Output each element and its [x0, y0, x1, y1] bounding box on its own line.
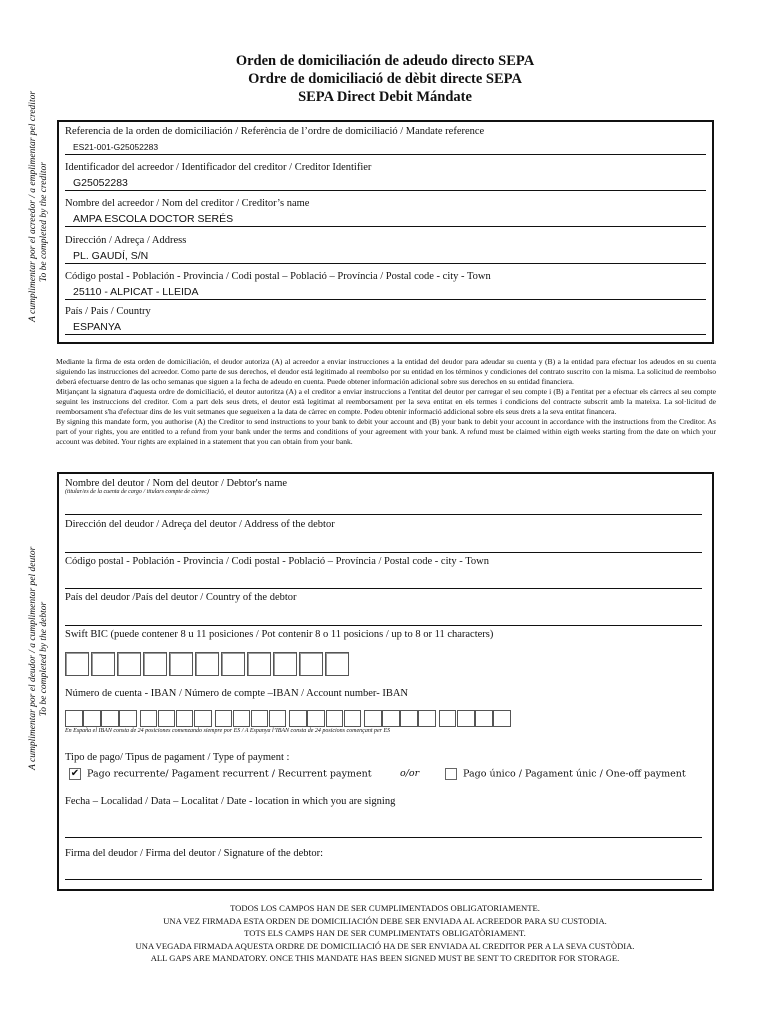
iban-boxes [65, 710, 514, 727]
debtor-section [57, 472, 714, 891]
debtor-side-label [28, 548, 50, 770]
debtor-country-label: País del deudor /País del deutor / Country of the debtor [65, 592, 297, 603]
legal-text-es: Mediante la firma de esta orden de domiciliación, el deudor autoriza (A) al acreedor a enviar instrucciones a la entidad del deudor para adeudar su cuenta y (B) a la entidad para efectuar los adeudos en su cuenta siguiendo las instrucciones del acreedor. Como parte de sus derechos, el deudor está legitimado al reembolso por su entidad en los términos y condiciones del contrato suscrito con la misma. La solicitud de reembolso deberá efectuarse dentro de las ocho semanas que siguen a la fecha de adeudo en cuenta. Puede obtener información adicional sobre sus derechos en su entidad financiera. [56, 357, 716, 386]
bic-char-box[interactable] [143, 652, 167, 676]
iban-char-box[interactable] [158, 710, 176, 727]
creditor-identifier-label: Identificador del acreedor / Identificador del creditor / Creditor Identifier [65, 162, 372, 173]
date-location-input[interactable] [65, 837, 702, 838]
creditor-side-label [28, 90, 50, 322]
bic-char-box[interactable] [247, 652, 271, 676]
debtor-postal-input[interactable] [65, 588, 702, 589]
iban-char-box[interactable] [344, 710, 362, 727]
iban-char-box[interactable] [251, 710, 269, 727]
creditor-postal-label: Código postal - Población - Provincia / Codi postal – Població – Província / Postal code - city - Town [65, 271, 491, 282]
iban-char-box[interactable] [307, 710, 325, 727]
recurrent-payment-option[interactable] [69, 768, 372, 780]
iban-char-box[interactable] [439, 710, 457, 727]
mandate-reference-field [65, 126, 706, 155]
legal-text [56, 357, 716, 447]
bic-char-box[interactable] [221, 652, 245, 676]
iban-char-box[interactable] [382, 710, 400, 727]
iban-char-box[interactable] [418, 710, 436, 727]
creditor-address-label: Dirección / Adreça / Address [65, 235, 187, 246]
signature-label: Firma del deudor / Firma del deutor / Signature of the debtor: [65, 848, 324, 859]
footer-line-4: UNA VEGADA FIRMADA AQUESTA ORDRE DE DOMICILIACIÓ HA DE SER ENVIADA AL CREDITOR PER A LA SEVA CUSTÒDIA. [135, 940, 635, 951]
creditor-address-value[interactable]: PL. GAUDÍ, S/N [65, 249, 706, 264]
creditor-section [57, 120, 714, 344]
debtor-side-label-1: A cumplimentar por el deudor / a cumplimentar pel deutor [28, 546, 38, 770]
mandate-reference-value[interactable]: ES21-001-G25052283 [65, 140, 706, 155]
iban-char-box[interactable] [364, 710, 382, 727]
footer-line-3: TOTS ELS CAMPS HAN DE SER CUMPLIMENTATS OBLIGATÒRIAMENT. [244, 928, 526, 938]
form-title [0, 52, 770, 106]
debtor-name-label [65, 478, 287, 495]
debtor-name-sublabel: (titular/es de la cuenta de cargo / titulars compte de càrrec) [65, 489, 209, 495]
footer-line-2: UNA VEZ FIRMADA ESTA ORDEN DE DOMICILIACIÓN DEBE SER ENVIADA AL ACREEDOR PARA SU CUSTODIA. [163, 915, 607, 926]
iban-char-box[interactable] [101, 710, 119, 727]
iban-char-box[interactable] [457, 710, 475, 727]
creditor-postal-field [65, 271, 706, 300]
footer-line-1: TODOS LOS CAMPOS HAN DE SER CUMPLIMENTADOS OBLIGATORIAMENTE. [230, 903, 540, 913]
debtor-side-label-2: To be completed by the debtor [39, 601, 49, 717]
creditor-identifier-value[interactable]: G25052283 [65, 176, 706, 191]
iban-char-box[interactable] [194, 710, 212, 727]
iban-char-box[interactable] [493, 710, 511, 727]
bic-char-box[interactable] [195, 652, 219, 676]
debtor-address-input[interactable] [65, 552, 702, 553]
iban-label: Número de cuenta - IBAN / Número de compte –IBAN / Account number- IBAN [65, 688, 408, 699]
creditor-country-field [65, 306, 706, 335]
iban-char-box[interactable] [269, 710, 287, 727]
iban-char-box[interactable] [83, 710, 101, 727]
creditor-country-label: País / Pais / Country [65, 306, 151, 317]
bic-char-box[interactable] [91, 652, 115, 676]
bic-char-box[interactable] [65, 652, 89, 676]
creditor-postal-value[interactable]: 25110 - ALPICAT - LLEIDA [65, 285, 706, 300]
bic-char-box[interactable] [273, 652, 297, 676]
creditor-name-field [65, 198, 706, 227]
or-label: o/or [400, 768, 420, 779]
iban-char-box[interactable] [140, 710, 158, 727]
debtor-name-input[interactable] [65, 514, 702, 515]
creditor-address-field [65, 235, 706, 264]
creditor-side-label-2: To be completed by the creditor [39, 162, 49, 282]
oneoff-payment-option[interactable] [445, 768, 686, 780]
oneoff-payment-label: Pago único / Pagament únic / One-off payment [463, 768, 686, 780]
bic-char-box[interactable] [299, 652, 323, 676]
bic-char-box[interactable] [169, 652, 193, 676]
iban-char-box[interactable] [326, 710, 344, 727]
iban-note: En España el IBAN consta de 24 posiciones comenzando siempre por ES / A Espanya l’IBAN consta de 24 posicions començant per ES [65, 728, 391, 734]
creditor-name-value[interactable]: AMPA ESCOLA DOCTOR SERÉS [65, 212, 706, 227]
iban-char-box[interactable] [233, 710, 251, 727]
iban-char-box[interactable] [289, 710, 307, 727]
payment-type-label: Tipo de pago/ Tipus de pagament / Type of payment : [65, 752, 290, 763]
iban-char-box[interactable] [400, 710, 418, 727]
title-ca: Ordre de domiciliació de dèbit directe SEPA [248, 71, 522, 87]
debtor-name-label-text: Nombre del deutor / Nom del deutor / Debtor's name [65, 478, 288, 489]
iban-char-box[interactable] [176, 710, 194, 727]
swift-bic-boxes [65, 652, 351, 676]
bic-char-box[interactable] [117, 652, 141, 676]
mandate-reference-label: Referencia de la orden de domiciliación / Referència de l’ordre de domiciliació / Mandate reference [65, 126, 485, 137]
iban-char-box[interactable] [215, 710, 233, 727]
footer-line-5: ALL GAPS ARE MANDATORY. ONCE THIS MANDATE HAS BEEN SIGNED MUST BE SENT TO CREDITOR FOR STORAGE. [150, 953, 620, 963]
debtor-postal-label: Código postal - Población - Provincia / Codi postal - Població – Província / Postal code - city - Town [65, 556, 489, 567]
creditor-identifier-field [65, 162, 706, 191]
recurrent-payment-checkbox[interactable]: ✔ [70, 768, 80, 779]
oneoff-payment-checkbox[interactable] [445, 768, 457, 780]
iban-char-box[interactable] [119, 710, 137, 727]
title-es: Orden de domiciliación de adeudo directo SEPA [235, 53, 535, 69]
date-location-label: Fecha – Localidad / Data – Localitat / Date - location in which you are signing [65, 796, 396, 807]
signature-input[interactable] [65, 879, 702, 880]
title-en: SEPA Direct Debit Mándate [298, 89, 472, 105]
debtor-country-input[interactable] [65, 625, 702, 626]
creditor-name-label: Nombre del acreedor / Nom del creditor / Creditor’s name [65, 198, 310, 209]
recurrent-payment-label: Pago recurrente/ Pagament recurrent / Recurrent payment [87, 768, 372, 780]
legal-text-ca: Mitjançant la signatura d'aquesta ordre de domiciliació, el deutor autoritza (A) a el creditor a enviar instruccions a l'entitat del deutor per carregar el seu compte i (B) a l'entitat per a efectuar els càrrecs al seu compte seguint les instruccions del creditor. Com a part dels seus drets, el deutor està legitimat al reemborsament per la seva entitat en els termes i condicions del contracte subscrit amb la mateixa. La sol·licitud de reemborsament s'ha d'efectuar dins de les vuit setmanes que segueixen a la data de càrrec en compte. Podeu obtenir informació addicional sobre els seus drets a la seva entitat financera. [56, 387, 716, 416]
iban-char-box[interactable] [65, 710, 83, 727]
footer-notes [0, 902, 770, 965]
creditor-side-label-1: A cumplimentar por el acreedor / a emplimentar pel creditor [28, 90, 38, 322]
iban-char-box[interactable] [475, 710, 493, 727]
creditor-country-value[interactable]: ESPANYA [65, 320, 706, 335]
bic-char-box[interactable] [325, 652, 349, 676]
legal-text-en: By signing this mandate form, you authorise (A) the Creditor to send instructions to your bank to debit your account and (B) your bank to debit your account in accordance with the instructions from the Creditor. As part of your rights, you are entitled to a refund from your bank under the terms and conditions of your agreement with your bank. A refund must be claimed within eigth weeks starting from the date on which your account was debited. Your rights are explained in a statement that you can obtain from your bank. [56, 417, 716, 446]
debtor-address-label: Dirección del deudor / Adreça del deutor / Address of the debtor [65, 519, 335, 530]
swift-bic-label: Swift BIC (puede contener 8 u 11 posiciones / Pot contenir 8 o 11 posicions / up to 8 or 11 characters) [65, 629, 494, 640]
